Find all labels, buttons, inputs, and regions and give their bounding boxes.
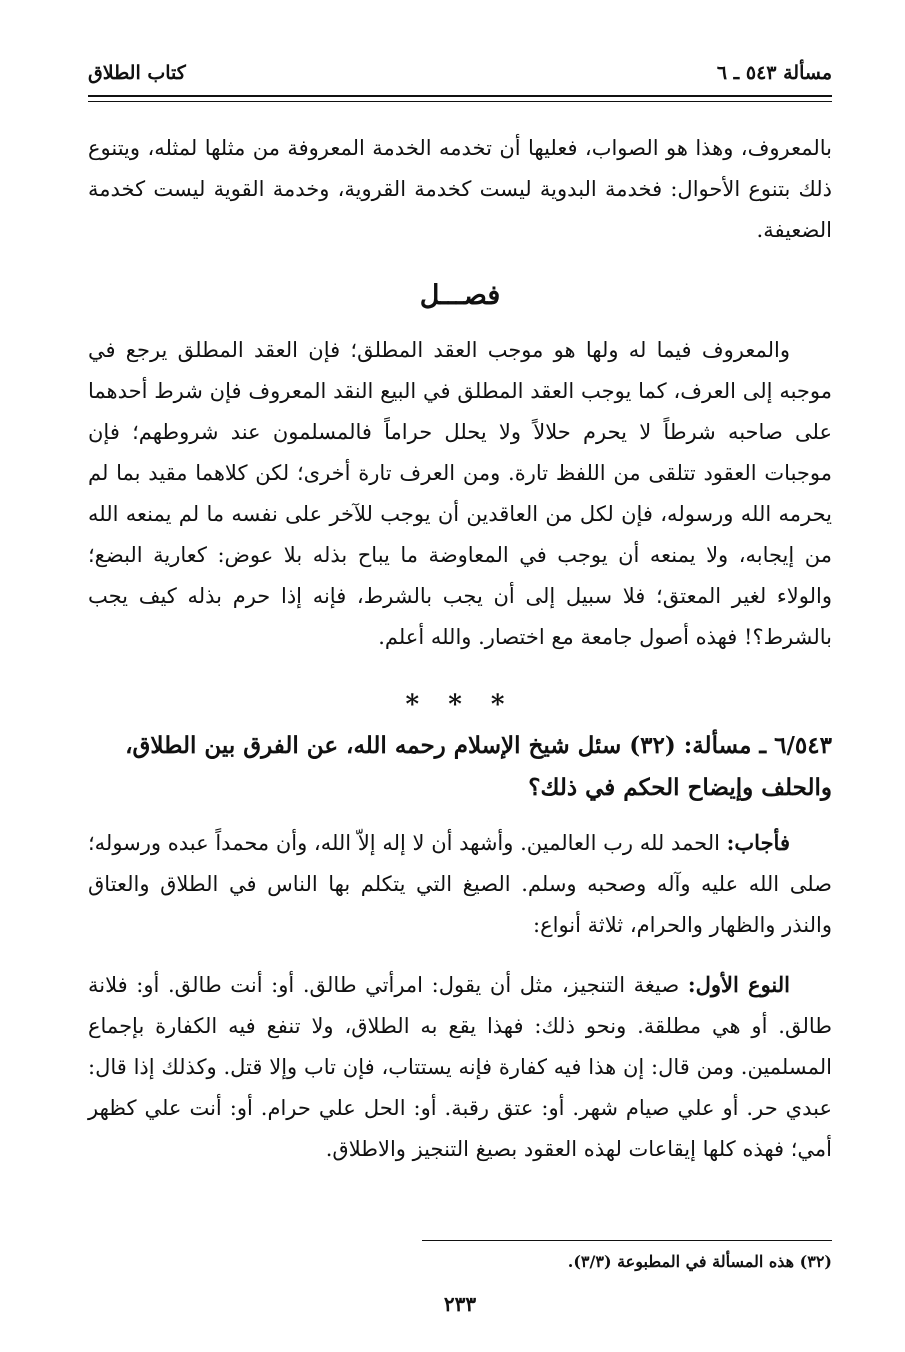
header-rule-thin [88, 101, 832, 102]
footnote-rule [422, 1240, 832, 1241]
section-paragraph: والمعروف فيما له ولها هو موجب العقد المطلق؛ فإن العقد المطلق يرجع في موجبه إلى العرف، كما يوجب العقد المطلق في البيع النقد المعروف فإن شرط أحدهما على صاحبه شرطاً لا يحرم حلالاً ولا يحلل حراماً فالمسلمون عند شروطهم؛ فإن موجبات العقود تتلقى من اللفظ تارة. ومن العرف تارة أخرى؛ لكن كلاهما مقيد بما لم يحرمه الله ورسوله، فإن لكل من العاقدين أن يوجب للآخر على نفسه ما لم يمنعه الله من إيجابه، ولا يمنعه أن يوجب في المعاوضة ما يباح بذله بلا عوض: كعارية البضع؛ والولاء لغير المعتق؛ فلا سبيل إلى أن يجب بالشرط، فإنه إذا حرم بذله كيف يجب بالشرط؟! فهذه أصول جامعة مع اختصار. والله أعلم. [88, 338, 832, 649]
type-one-lead: النوع الأول: [687, 972, 790, 997]
header-rule-thick [88, 95, 832, 97]
header-question-number: مسألة ٥٤٣ ـ ٦ [716, 62, 832, 84]
question-heading: ٦/٥٤٣ ـ مسألة: (٣٢) سئل شيخ الإسلام رحمه الله، عن الفرق بين الطلاق، والحلف وإيضاح الحكم في ذلك؟ [125, 732, 832, 801]
footnote: (٣٢) هذه المسألة في المطبوعة (٣/٣). [567, 1252, 832, 1271]
section-separator: * * * [405, 690, 515, 720]
type-one-text: صيغة التنجيز، مثل أن يقول: امرأتي طالق. أو: أنت طالق. أو: فلانة طالق. أو هي مطلقة. ونحو ذلك: فهذا يقع به الطلاق، ولا تنفع فيه الكفارة بإجماع المسلمين. ومن قال: إن هذا فيه كفارة فإنه يستتاب، فإن تاب وإلا قتل. وكذلك إذا قال: عبدي حر. أو علي صيام شهر. أو: عتق رقبة. أو: الحل علي حرام. أو: أنت علي كظهر أمي؛ فهذه كلها إيقاعات لهذه العقود بصيغ التنجيز والاطلاق. [88, 973, 832, 1161]
type-one-paragraph [88, 964, 832, 1170]
header-book-title: كتاب الطلاق [88, 62, 186, 84]
answer-lead: فأجاب: [726, 830, 790, 855]
section-heading: فصـــل [419, 280, 501, 311]
answer-text: الحمد لله رب العالمين. وأشهد أن لا إله إلاّ الله، وأن محمداً عبده ورسوله؛ صلى الله عليه وآله وصحبه وسلم. الصيغ التي يتكلم بها الناس في الطلاق والعتاق والنذر والظهار والحرام، ثلاثة أنواع: [88, 831, 832, 937]
intro-paragraph: بالمعروف، وهذا هو الصواب، فعليها أن تخدمه الخدمة المعروفة من مثلها لمثله، ويتنوع ذلك بتنوع الأحوال: فخدمة البدوية ليست كخدمة القروية، وخدمة القوية ليست كخدمة الضعيفة. [88, 136, 832, 242]
page-number: ٢٣٣ [443, 1292, 477, 1316]
answer-paragraph [88, 822, 832, 946]
running-header [88, 58, 832, 88]
